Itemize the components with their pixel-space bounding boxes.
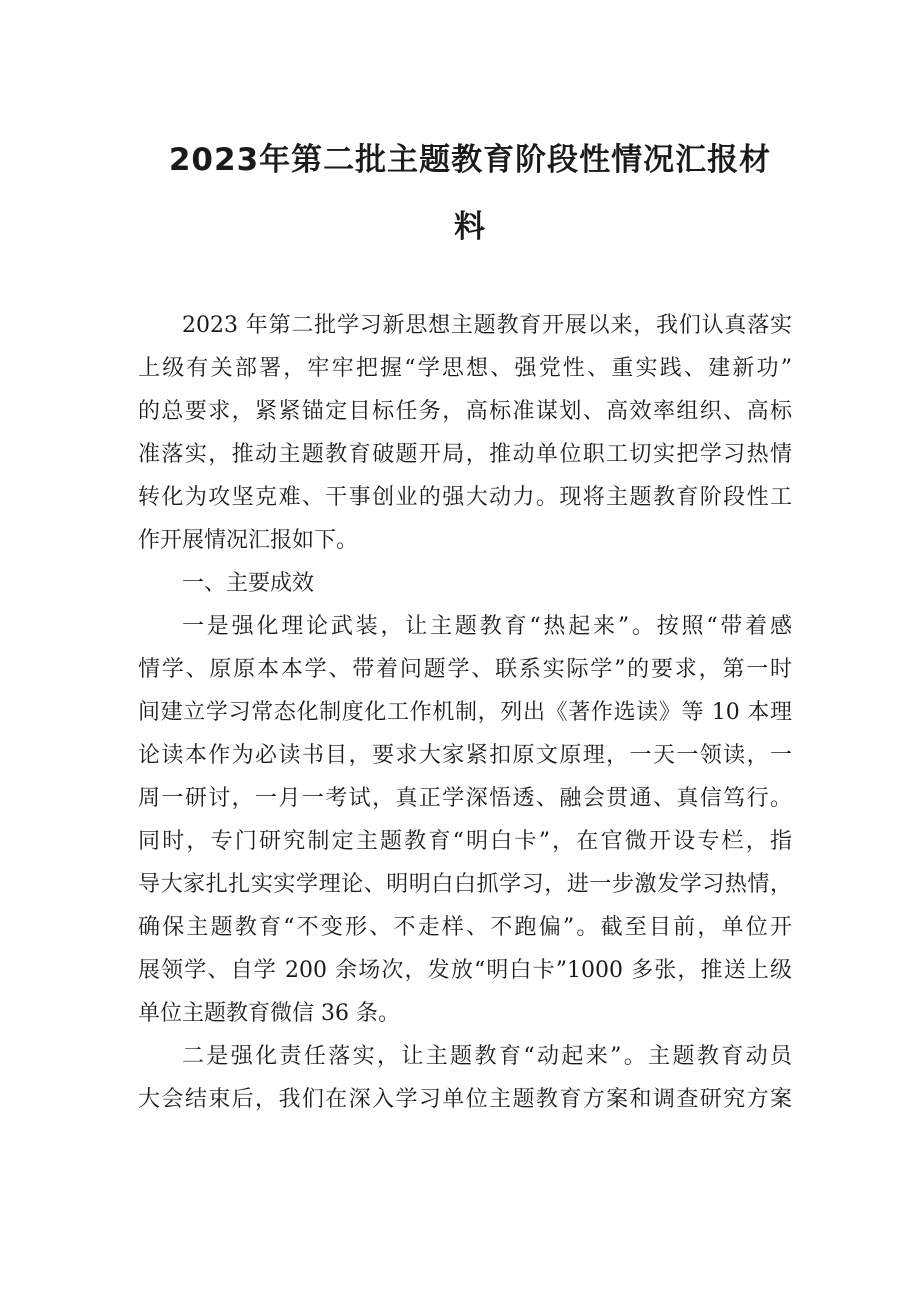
point-2-line-2: 大会结束后，我们在深入学习单位主题教育方案和调查研究方案	[138, 1087, 792, 1112]
point-2-line-1: 二是强化责任落实，让主题教育“动起来”。主题教育动员	[182, 1044, 792, 1069]
intro-line-3: 的总要求，紧紧锚定目标任务，高标准谋划、高效率组织、高标	[138, 399, 792, 424]
section-heading: 一、主要成效	[182, 571, 315, 596]
point-1-line-9: 展领学、自学 200 余场次，发放“明白卡”1000 多张，推送上级	[138, 958, 792, 983]
intro-line-4: 准落实，推动主题教育破题开局，推动单位职工切实把学习热情	[138, 442, 792, 467]
document-title-line-1: 2023年第二批主题教育阶段性情况汇报材	[168, 142, 772, 178]
point-1-line-1: 一是强化理论武装，让主题教育“热起来”。按照“带着感	[182, 614, 792, 639]
intro-line-1: 2023 年第二批学习新思想主题教育开展以来，我们认真落实	[182, 313, 792, 338]
intro-line-2: 上级有关部署，牢牢把握“学思想、强党性、重实践、建新功”	[138, 356, 792, 381]
point-1-line-6: 同时，专门研究制定主题教育“明白卡”，在官微开设专栏，指	[138, 829, 792, 854]
point-1-line-7: 导大家扎扎实实学理论、明明白白抓学习，进一步激发学习热情，	[138, 872, 792, 897]
point-1-line-10: 单位主题教育微信 36 条。	[138, 1001, 400, 1026]
intro-line-6: 作开展情况汇报如下。	[138, 528, 359, 553]
point-1-line-5: 周一研讨，一月一考试，真正学深悟透、融会贯通、真信笃行。	[138, 786, 792, 811]
point-1-line-3: 间建立学习常态化制度化工作机制，列出《著作选读》等 10 本理	[138, 700, 792, 725]
intro-line-5: 转化为攻坚克难、干事创业的强大动力。现将主题教育阶段性工	[138, 485, 792, 510]
point-1-line-2: 情学、原原本本学、带着问题学、联系实际学”的要求，第一时	[138, 657, 792, 682]
point-1-line-4: 论读本作为必读书目，要求大家紧扣原文原理，一天一领读，一	[138, 743, 792, 768]
document-title-line-2: 料	[454, 209, 486, 245]
point-1-line-8: 确保主题教育“不变形、不走样、不跑偏”。截至目前，单位开	[138, 915, 792, 940]
